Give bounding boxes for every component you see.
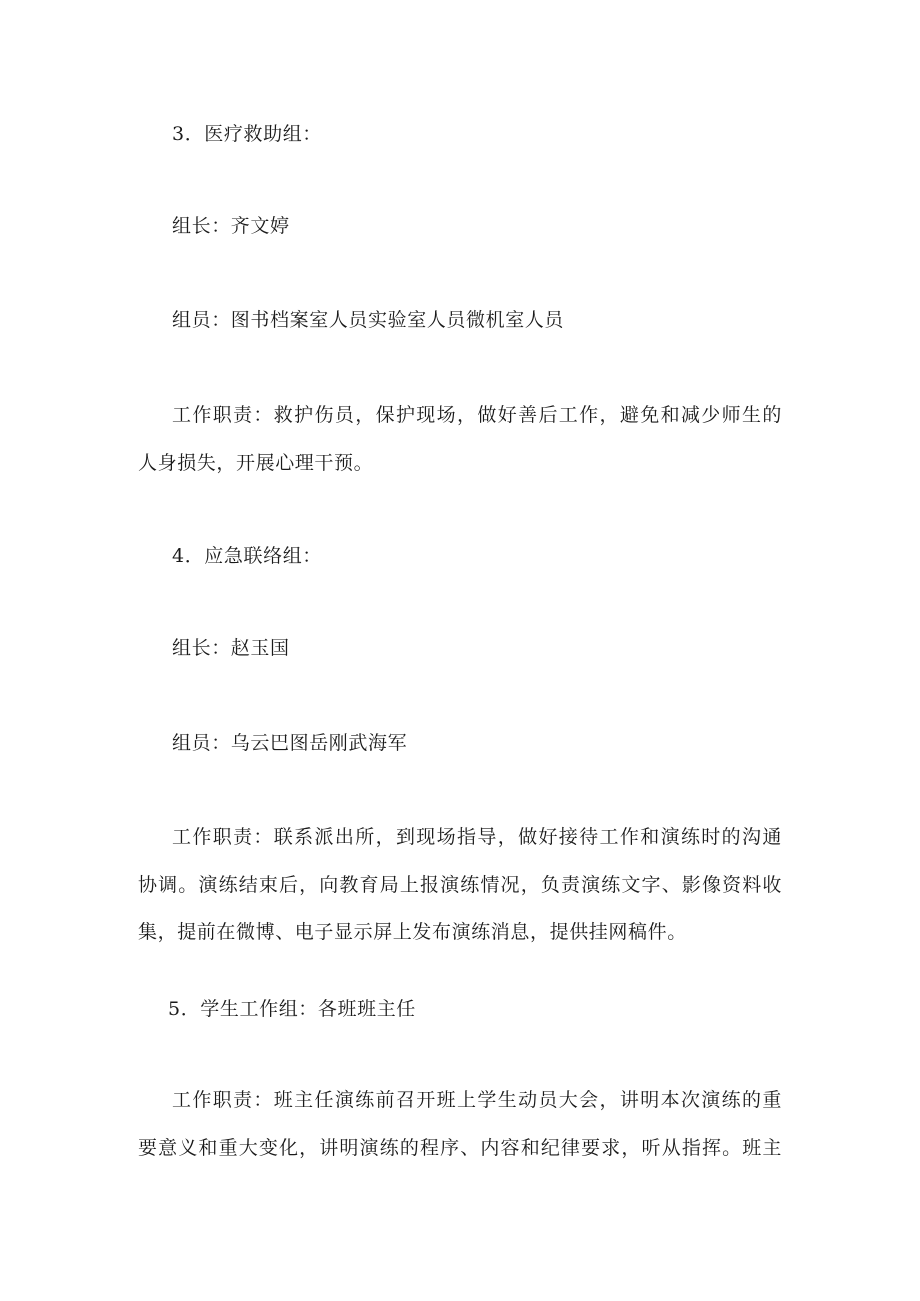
section-3-duty-line-1: 工作职责：救护伤员，保护现场，做好善后工作，避免和减少师生的 [172,404,782,426]
section-4-duty-line-2: 协调。演练结束后，向教育局上报演练情况，负责演练文字、影像资料收 [138,874,782,896]
section-3-members: 组员：图书档案室人员实验室人员微机室人员 [172,309,565,331]
section-5-duty-line-1: 工作职责：班主任演练前召开班上学生动员大会，讲明本次演练的重 [172,1089,782,1111]
section-4-duty-line-1: 工作职责：联系派出所，到现场指导，做好接待工作和演练时的沟通 [172,826,782,848]
section-3-duty-line-2: 人身损失，开展心理干预。 [138,452,374,474]
section-4-duty-line-3: 集，提前在微博、电子显示屏上发布演练消息，提供挂网稿件。 [138,921,687,943]
section-4-members: 组员：乌云巴图岳刚武海军 [172,732,408,754]
section-4-heading: 4．应急联络组： [172,545,322,567]
section-5-heading: 5．学生工作组：各班班主任 [168,998,416,1020]
section-5-duty-line-2: 要意义和重大变化，讲明演练的程序、内容和纪律要求，听从指挥。班主 [138,1137,782,1159]
section-3-heading: 3．医疗救助组： [172,123,322,145]
section-4-leader: 组长：赵玉国 [172,637,290,659]
section-3-leader: 组长：齐文婷 [172,215,290,237]
